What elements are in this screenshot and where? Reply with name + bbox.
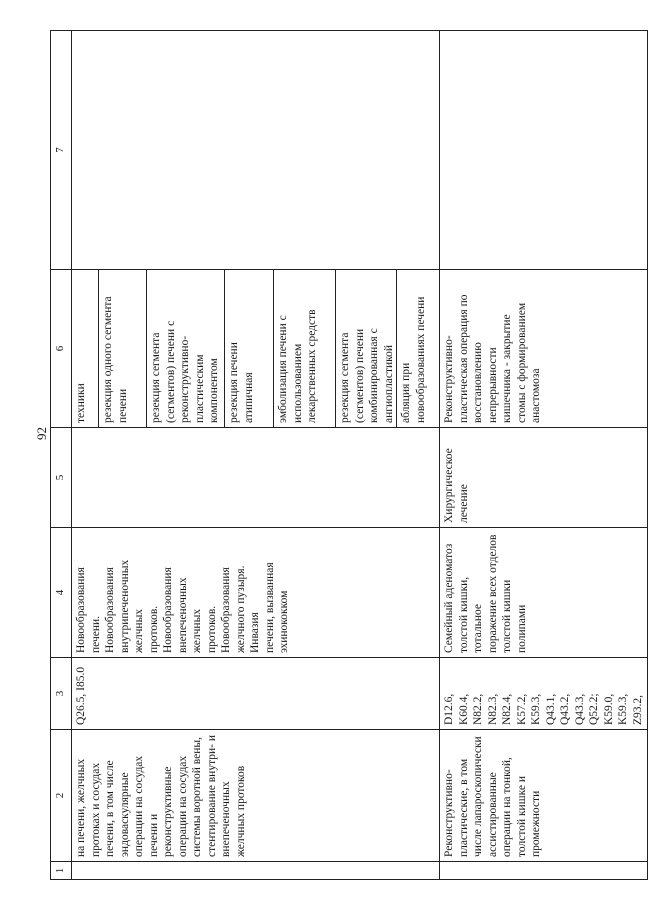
method-item: резекция сегмента (сегментов) печени с реконструктивно- пластическим компонентом xyxy=(147,270,225,427)
cell-operation-group: на печени, желчных протоках и сосудах печени, в том числе эндоваскулярные операции на сосудах печени и реконструктивные операции на сосудах системы воротной вены, стентирование внутри- и внепеченочных желчных протоков xyxy=(72,730,440,862)
procedures-table xyxy=(50,30,648,880)
method-item: эмболизация печени с использованием лекарственных средств xyxy=(274,270,336,427)
cell-diagnosis: Новообразования печени. Новообразования внутрипеченочных желчных протоков. Новообразования внепеченочных желчных протоков. Новообразования желчного пузыря. Инвазия печени, вызванная эхинококком xyxy=(72,528,440,658)
cell-icd-codes: Q26.5, I85.0 xyxy=(72,658,440,730)
method-item: резекция печени атипичная xyxy=(225,270,274,427)
cell-extra xyxy=(440,31,648,270)
table-row xyxy=(440,31,648,880)
cell-icd-codes: D12.6, K60.4, N82.2, N82.3, N82.4, K57.2, K59.3, Q43.1, Q43.2, Q43.3, Q52.2; K59.0, K59.3, Z93.2, xyxy=(440,658,648,730)
header-cell: 3 xyxy=(51,658,72,730)
cell-methods: Реконструктивно- пластическая операция по восстановлению непрерывности кишечника - закрытие стомы с формированием анастомоза xyxy=(440,270,648,428)
cell-number xyxy=(72,862,440,880)
cell-extra xyxy=(72,31,440,270)
cell-treatment-type xyxy=(72,428,440,528)
header-cell: 2 xyxy=(51,730,72,862)
header-cell: 4 xyxy=(51,528,72,658)
method-item: резекция одного сегмента печени xyxy=(99,270,147,427)
cell-number xyxy=(440,862,648,880)
cell-treatment-type: Хирургическое лечение xyxy=(440,428,648,528)
method-item: абляция при новообразованиях печени xyxy=(400,296,427,423)
cell-operation-group: Реконструктивно- пластические, в том числе лапароскопически ассистированные операции на тонкой, толстой кишке и промежности xyxy=(440,730,648,862)
header-row xyxy=(51,31,72,880)
header-cell: 7 xyxy=(51,31,72,270)
header-cell: 6 xyxy=(51,270,72,428)
cell-methods xyxy=(72,270,440,428)
method-item: резекция сегмента (сегментов) печени комбинированная с ангиопластикой xyxy=(336,270,397,427)
header-cell: 5 xyxy=(51,428,72,528)
page-number: 92 xyxy=(34,427,49,440)
header-cell: 1 xyxy=(51,862,72,880)
method-item: техники xyxy=(72,270,99,427)
rotated-table-sheet xyxy=(50,30,644,880)
table-row xyxy=(72,31,440,880)
cell-diagnosis: Семейный аденоматоз толстой кишки, тотальное поражение всех отделов толстой кишки полипами xyxy=(440,528,648,658)
